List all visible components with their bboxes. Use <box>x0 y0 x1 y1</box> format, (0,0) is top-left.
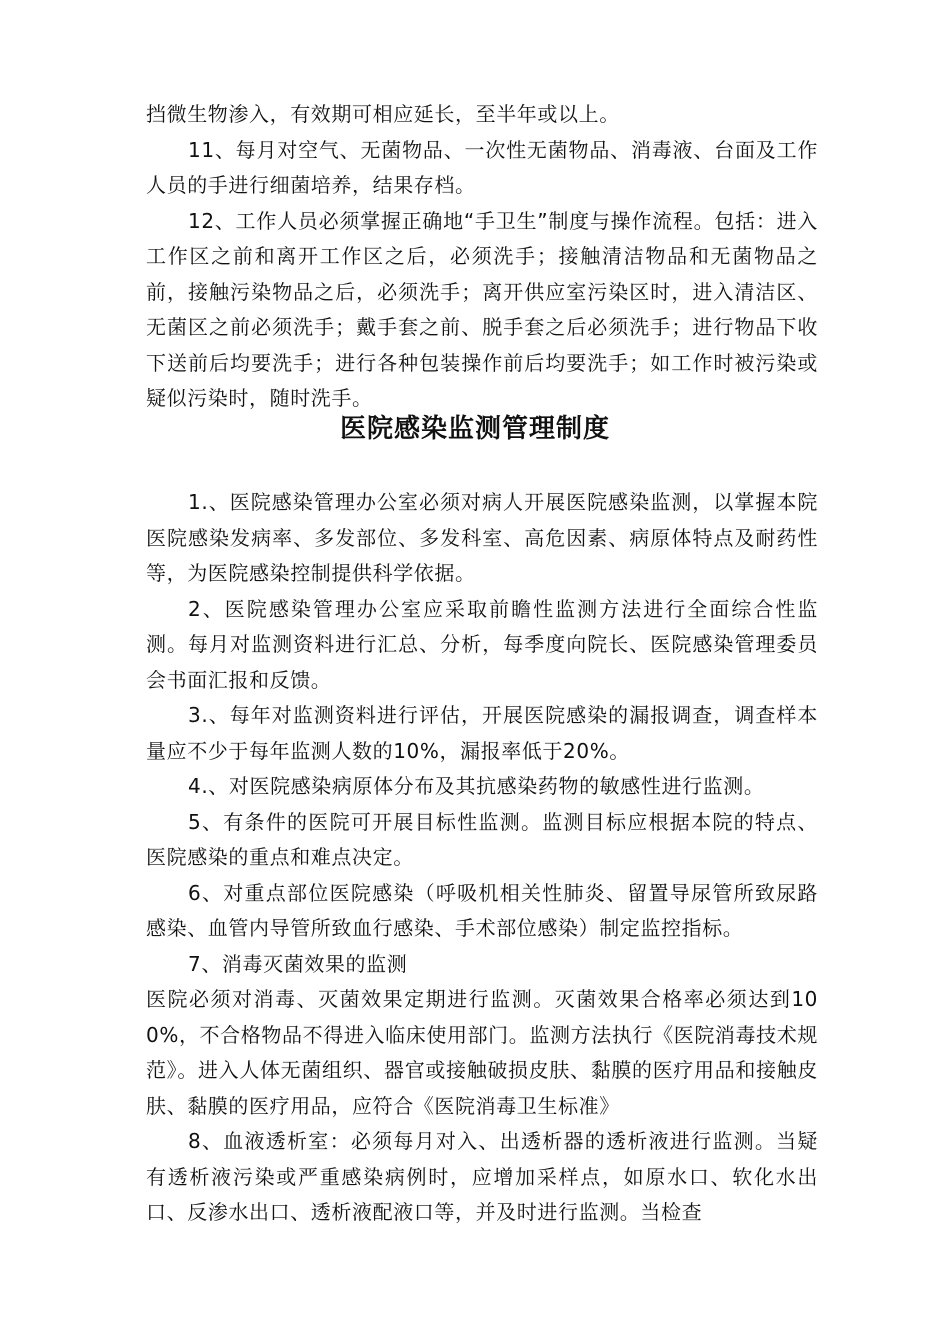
paragraph-12: 12、工作人员必须掌握正确地“手卫生”制度与操作流程。包括：进入工作区之前和离开工作区之后，必须洗手；接触清洁物品和无菌物品之前，接触污染物品之后，必须洗手；离开供应室污染区时，进入清洁区、无菌区之前必须洗手；戴手套之前、脱手套之后必须洗手；进行物品下收下送前后均要洗手；进行各种包装操作前后均要洗手；如工作时被污染或疑似污染时，随时洗手。 <box>146 208 818 410</box>
paragraph-8: 8、血液透析室：必须每月对入、出透析器的透析液进行监测。当疑有透析液污染或严重感染病例时，应增加采样点，如原水口、软化水出口、反渗水出口、透析液配液口等，并及时进行监测。当检查 <box>146 1129 818 1224</box>
paragraph-5: 5、有条件的医院可开展目标性监测。监测目标应根据本院的特点、医院感染的重点和难点决定。 <box>146 809 818 869</box>
paragraph-continuation: 挡微生物渗入，有效期可相应延长，至半年或以上。 <box>146 102 620 126</box>
paragraph-3: 3.、每年对监测资料进行评估，开展医院感染的漏报调查，调查样本量应不少于每年监测人数的10%，漏报率低于20%。 <box>146 703 818 763</box>
paragraph-4: 4.、对医院感染病原体分布及其抗感染药物的敏感性进行监测。 <box>188 774 765 798</box>
section-title: 医院感染监测管理制度 <box>339 414 610 444</box>
main-section <box>146 485 818 1231</box>
paragraph-7-heading: 7、消毒灭菌效果的监测 <box>188 951 408 976</box>
paragraph-11: 11、每月对空气、无菌物品、一次性无菌物品、消毒液、台面及工作人员的手进行细菌培养，结果存档。 <box>146 137 818 197</box>
paragraph-2: 2、医院感染管理办公室应采取前瞻性监测方法进行全面综合性监测。每月对监测资料进行汇总、分析，每季度向院长、医院感染管理委员会书面汇报和反馈。 <box>146 596 818 692</box>
paragraph-6: 6、对重点部位医院感染（呼吸机相关性肺炎、留置导尿管所致尿路感染、血管内导管所致血行感染、手术部位感染）制定监控指标。 <box>146 880 818 940</box>
paragraph-7-body: 医院必须对消毒、灭菌效果定期进行监测。灭菌效果合格率必须达到100%，不合格物品不得进入临床使用部门。监测方法执行《医院消毒技术规范》。进入人体无菌组织、器官或接触破损皮肤、黏膜的医疗用品和接触皮肤、黏膜的医疗用品，应符合《医院消毒卫生标准》 <box>146 987 818 1118</box>
top-section <box>146 97 818 417</box>
paragraph-1: 1.、医院感染管理办公室必须对病人开展医院感染监测，以掌握本院医院感染发病率、多发部位、多发科室、高危因素、病原体特点及耐药性等，为医院感染控制提供科学依据。 <box>146 490 818 585</box>
